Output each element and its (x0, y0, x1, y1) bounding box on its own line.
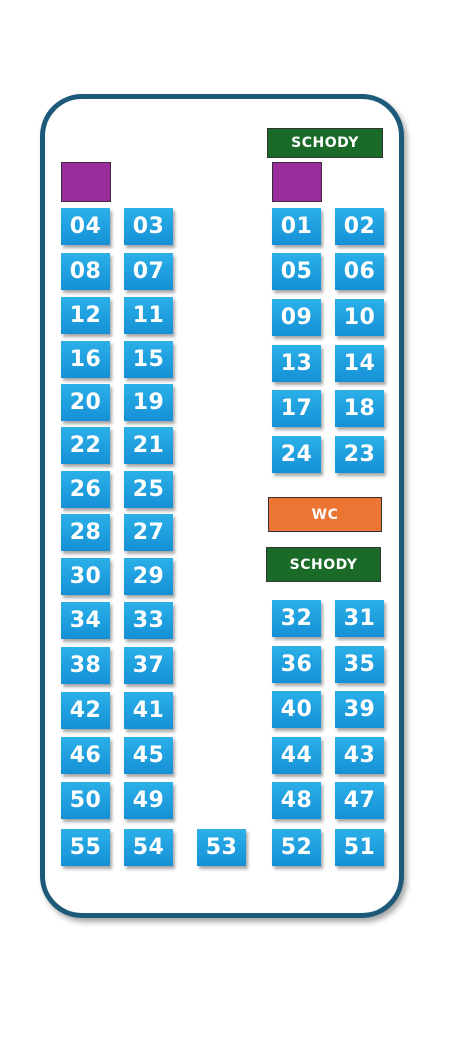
seat-07[interactable]: 07 (124, 253, 173, 290)
seat-55[interactable]: 55 (61, 829, 110, 866)
seat-21[interactable]: 21 (124, 427, 173, 464)
seat-24[interactable]: 24 (272, 436, 321, 473)
seat-30[interactable]: 30 (61, 558, 110, 595)
seat-44[interactable]: 44 (272, 737, 321, 774)
seat-49[interactable]: 49 (124, 782, 173, 819)
seat-23[interactable]: 23 (335, 436, 384, 473)
stairs-top-label: SCHODY (267, 128, 383, 158)
seat-06[interactable]: 06 (335, 253, 384, 290)
seat-33[interactable]: 33 (124, 602, 173, 639)
seat-37[interactable]: 37 (124, 647, 173, 684)
seat-10[interactable]: 10 (335, 299, 384, 336)
seat-03[interactable]: 03 (124, 208, 173, 245)
seat-16[interactable]: 16 (61, 341, 110, 378)
seat-17[interactable]: 17 (272, 390, 321, 427)
seat-39[interactable]: 39 (335, 691, 384, 728)
seat-54[interactable]: 54 (124, 829, 173, 866)
seat-05[interactable]: 05 (272, 253, 321, 290)
seat-12[interactable]: 12 (61, 297, 110, 334)
seat-15[interactable]: 15 (124, 341, 173, 378)
seat-04[interactable]: 04 (61, 208, 110, 245)
seat-46[interactable]: 46 (61, 737, 110, 774)
seat-09[interactable]: 09 (272, 299, 321, 336)
seat-28[interactable]: 28 (61, 514, 110, 551)
seat-25[interactable]: 25 (124, 471, 173, 508)
seat-29[interactable]: 29 (124, 558, 173, 595)
seat-01[interactable]: 01 (272, 208, 321, 245)
seat-27[interactable]: 27 (124, 514, 173, 551)
seat-40[interactable]: 40 (272, 691, 321, 728)
seat-08[interactable]: 08 (61, 253, 110, 290)
seat-43[interactable]: 43 (335, 737, 384, 774)
seat-42[interactable]: 42 (61, 692, 110, 729)
seat-52[interactable]: 52 (272, 829, 321, 866)
seat-36[interactable]: 36 (272, 646, 321, 683)
seat-48[interactable]: 48 (272, 782, 321, 819)
seat-18[interactable]: 18 (335, 390, 384, 427)
seat-45[interactable]: 45 (124, 737, 173, 774)
stairs-mid-label: SCHODY (266, 547, 381, 582)
seat-31[interactable]: 31 (335, 600, 384, 637)
reserved-block-right (272, 162, 322, 202)
seat-02[interactable]: 02 (335, 208, 384, 245)
seat-51[interactable]: 51 (335, 829, 384, 866)
seat-35[interactable]: 35 (335, 646, 384, 683)
seat-22[interactable]: 22 (61, 427, 110, 464)
wc-label: WC (268, 497, 382, 532)
seat-47[interactable]: 47 (335, 782, 384, 819)
seat-19[interactable]: 19 (124, 384, 173, 421)
seat-14[interactable]: 14 (335, 345, 384, 382)
seat-50[interactable]: 50 (61, 782, 110, 819)
seat-26[interactable]: 26 (61, 471, 110, 508)
reserved-block-left (61, 162, 111, 202)
seat-41[interactable]: 41 (124, 692, 173, 729)
seat-13[interactable]: 13 (272, 345, 321, 382)
seat-53[interactable]: 53 (197, 829, 246, 866)
seat-11[interactable]: 11 (124, 297, 173, 334)
seat-34[interactable]: 34 (61, 602, 110, 639)
seat-20[interactable]: 20 (61, 384, 110, 421)
seat-32[interactable]: 32 (272, 600, 321, 637)
seat-38[interactable]: 38 (61, 647, 110, 684)
